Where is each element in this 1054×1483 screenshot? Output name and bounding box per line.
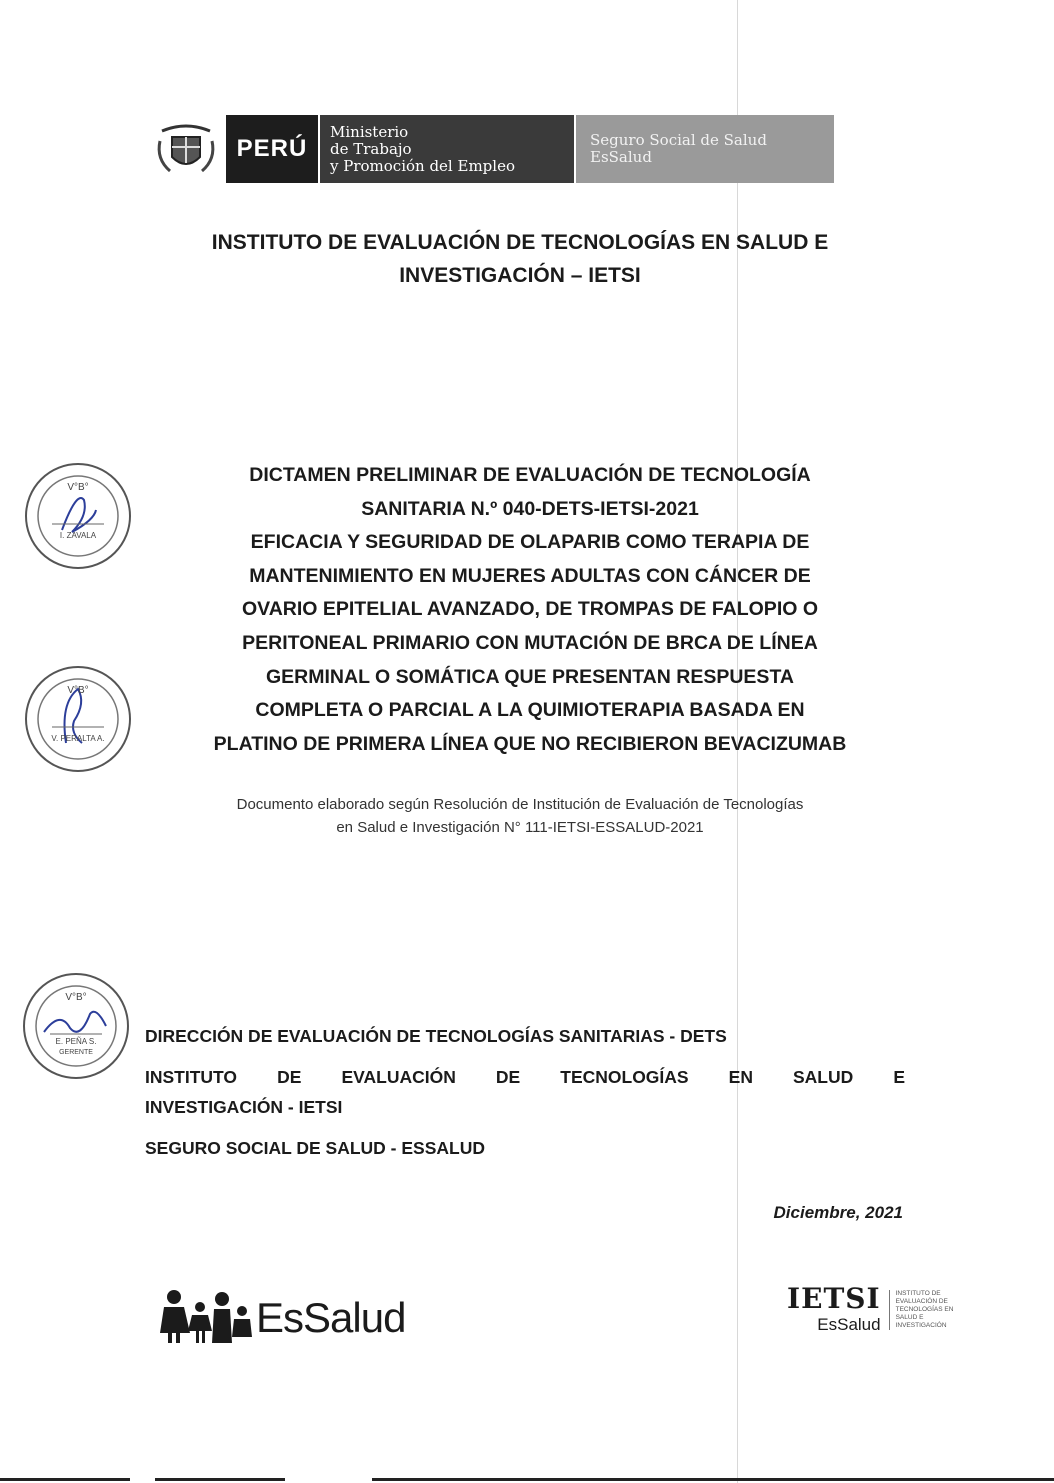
dictamen-line: MANTENIMIENTO EN MUJERES ADULTAS CON CÁNCER DE (249, 564, 811, 587)
resolution-note (120, 793, 920, 839)
essalud-org-line: SEGURO SOCIAL DE SALUD - ESSALUD (145, 1138, 485, 1158)
ministry-line: y Promoción del Empleo (330, 156, 515, 175)
government-header (146, 115, 834, 183)
dictamen-title (130, 459, 930, 761)
dictamen-line: DICTAMEN PRELIMINAR DE EVALUACIÓN DE TECNOLOGÍA (249, 464, 811, 486)
stamp-vb: V°B° (65, 992, 87, 1003)
essalud-logo-text: EsSalud (256, 1293, 406, 1341)
dets-line: DIRECCIÓN DE EVALUACIÓN DE TECNOLOGÍAS SANITARIAS - DETS (145, 1026, 727, 1046)
family-figures-icon (160, 1287, 252, 1348)
bottom-divider (0, 1478, 130, 1481)
approval-stamp (22, 460, 134, 577)
institute-title-line: INVESTIGACIÓN – IETSI (399, 264, 641, 287)
essalud-line: EsSalud (590, 148, 652, 166)
ietsi-small-line: INSTITUTO DE (895, 1290, 941, 1297)
dictamen-line: PERITONEAL PRIMARIO CON MUTACIÓN DE BRCA DE LÍNEA (242, 631, 818, 654)
dictamen-line: PLATINO DE PRIMERA LÍNEA QUE NO RECIBIERON BEVACIZUMAB (213, 732, 847, 755)
approval-stamp (22, 663, 134, 780)
dictamen-line: GERMINAL O SOMÁTICA QUE PRESENTAN RESPUESTA (266, 665, 794, 688)
ietsi-line-2: INVESTIGACIÓN - IETSI (145, 1097, 343, 1117)
ietsi-small-line: SALUD E (895, 1314, 924, 1321)
ietsi-wordmark (787, 1282, 881, 1335)
note-line: Documento elaborado según Resolución de Institución de Evaluación de Tecnologías (236, 796, 804, 813)
ietsi-small-text (889, 1290, 954, 1330)
ietsi-small-line: EVALUACIÓN DE (895, 1298, 948, 1305)
ietsi-small-line: INVESTIGACIÓN (895, 1322, 947, 1329)
stamp-name: I. ZAVALA (59, 531, 97, 540)
dictamen-line: COMPLETA O PARCIAL A LA QUIMIOTERAPIA BASADA EN (255, 699, 805, 722)
essalud-line: Seguro Social de Salud (590, 131, 767, 149)
ietsi-sub-text: EsSalud (817, 1315, 881, 1334)
dictamen-line: OVARIO EPITELIAL AVANZADO, DE TROMPAS DE FALOPIO O (241, 598, 818, 621)
document-date: Diciembre, 2021 (773, 1203, 903, 1222)
ministry-line: Ministerio (330, 122, 409, 141)
stamp-role: GERENTE (59, 1049, 93, 1056)
stamp-name: V. PERALTA A. (51, 734, 105, 743)
approval-stamp (20, 970, 132, 1087)
ministry-label (318, 115, 574, 183)
essalud-logo (160, 1287, 405, 1348)
bottom-divider (155, 1478, 285, 1481)
ministry-line: de Trabajo (330, 139, 412, 158)
ietsi-logo (787, 1282, 954, 1335)
dictamen-line: EFICACIA Y SEGURIDAD DE OLAPARIB COMO TERAPIA DE (250, 531, 810, 554)
ietsi-small-line: TECNOLOGÍAS EN (895, 1306, 954, 1313)
institute-title-line: INSTITUTO DE EVALUACIÓN DE TECNOLOGÍAS EN SALUD E (211, 231, 829, 254)
bottom-divider (372, 1478, 1054, 1481)
dictamen-line: SANITARIA N.º 040-DETS-IETSI-2021 (361, 497, 699, 520)
institute-title (120, 226, 920, 292)
ietsi-logo-text: IETSI (787, 1282, 881, 1315)
stamp-name: E. PEÑA S. (55, 1037, 97, 1046)
peru-coat-of-arms-icon (146, 115, 226, 183)
note-line: en Salud e Investigación N° 111-IETSI-ESSALUD-2021 (336, 819, 704, 836)
peru-label: PERÚ (226, 115, 318, 183)
ietsi-line: INSTITUTO DE EVALUACIÓN DE TECNOLOGÍAS EN SALUD E (145, 1067, 905, 1087)
stamp-vb: V°B° (67, 482, 89, 493)
stamp-vb: V°B° (67, 685, 89, 696)
essalud-label (574, 115, 834, 183)
